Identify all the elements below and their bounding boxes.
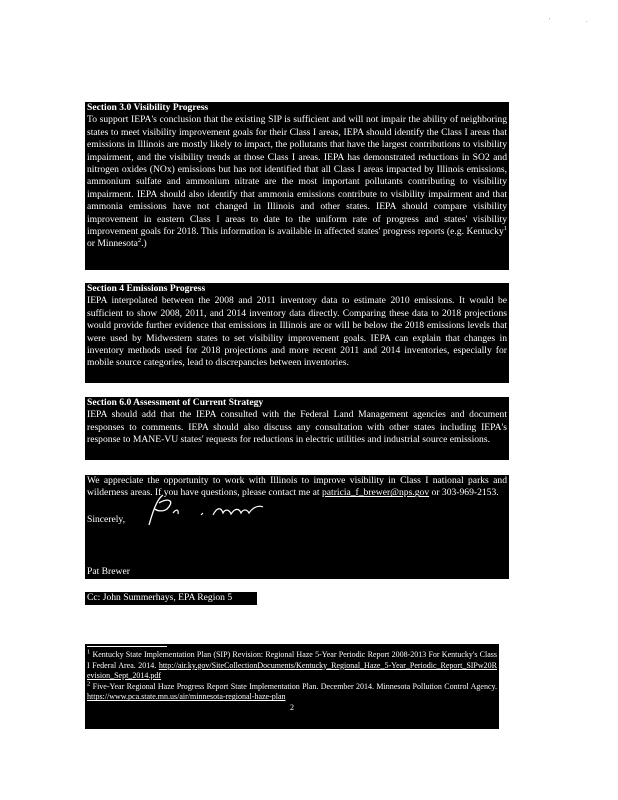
footnote-2-text: Five-Year Regional Haze Progress Report State Implementation Plan. December 2014. Minnesota Pollution Control Agency. xyxy=(90,681,497,691)
footnote-divider xyxy=(87,646,167,647)
section-3-body xyxy=(87,114,507,250)
section-4-heading: Section 4 Emissions Progress xyxy=(87,283,206,294)
section-6-block xyxy=(85,397,509,460)
footnote-1-link[interactable]: http://air.ky.gov/SiteCollectionDocuments/Kentucky_Regional_Haze_5-Year_Periodic_Report_SIPw20Revision_Sept_2014.pdf xyxy=(87,660,497,681)
section-4-body: IEPA interpolated between the 2008 and 2011 inventory data to estimate 2010 emissions. It would be sufficient to show 2008, 2011, and 2014 inventory data directly. Comparing these data to 2018 projections would provide further evidence that emissions in Illinois are or will be below the 2018 emissions levels that were used by Midwestern states to set visibility improvement goals. IEPA can explain that changes in inventory methods used for 2018 projections and more recent 2011 and 2014 inventories, especially for mobile source categories, lead to discrepancies between inventories. xyxy=(87,295,507,369)
corner-mark: ' xyxy=(549,18,551,24)
section-3-text-end: .) xyxy=(141,238,147,250)
footnote-1-number: 1 xyxy=(87,648,91,656)
email-link[interactable]: patricia_f_brewer@nps.gov xyxy=(321,487,430,499)
footnote-1 xyxy=(87,650,497,682)
section-6-heading: Section 6.0 Assessment of Current Strategy xyxy=(87,397,264,408)
closing-phone: or 303-969-2153. xyxy=(429,487,499,499)
section-3-text: To support IEPA's conclusion that the existing SIP is sufficient and will not impair the ability of neighboring states to meet visibility improvement goals for their Class I areas, IEPA should identify the Class I areas that emissions in Illinois are mostly likely to impact, the pollutants that have the largest contributions to visibility impairment, and the visibility trends at those Class I areas. IEPA has demonstrated reductions in SO2 and nitrogen oxides (NOx) emissions but has not identified that all Class I areas impacted by Illinois emissions, ammonium sulfate and ammonium nitrate are the most important pollutants contributing to visibility impairment. IEPA should also identify that ammonia emissions contribute to visibility impairment and that ammonia emissions have not changed in Illinois and other states. IEPA should compare visibility improvement in eastern Class I areas to date to the uniform rate of progress and states' visibility improvement goals for 2018. This information is available in affected states' progress reports (e.g. Kentucky xyxy=(87,114,507,238)
closing-text: We appreciate the opportunity to work with Illinois to improve visibility in Class I national parks and wilderness areas. If you have questions, please contact me at xyxy=(87,475,507,499)
footnote-2 xyxy=(87,682,497,703)
section-6-body: IEPA should add that the IEPA consulted with the Federal Land Management agencies and document responses to comments. IEPA should also discuss any consultation with other states including IEPA's response to MANE-VU states' requests for reductions in electric utilities and industrial source emissions. xyxy=(87,409,507,446)
sincerely-label: Sincerely, xyxy=(87,513,126,525)
handwritten-signature xyxy=(143,491,283,531)
footnote-1-text: Kentucky State Implementation Plan (SIP) Revision: Regional Haze 5-Year Periodic Report 2008-2013 For Kentucky's Class I Federal Area. 2014. xyxy=(87,650,497,670)
footnote-2-number: 2 xyxy=(87,680,91,688)
corner-mark: . xyxy=(586,18,588,24)
footnotes-block xyxy=(85,644,499,729)
section-3-block xyxy=(85,102,509,270)
footnote-ref-1[interactable]: 1 xyxy=(503,224,507,232)
signer-name: Pat Brewer xyxy=(87,566,130,577)
closing-block xyxy=(85,475,509,579)
cc-block xyxy=(85,592,257,605)
footnote-ref-2[interactable]: 2 xyxy=(137,237,142,245)
footnote-2-link[interactable]: https://www.pca.state.mn.us/air/minnesota-regional-haze-plan xyxy=(87,692,286,702)
page-number: 2 xyxy=(290,702,294,712)
section-4-block xyxy=(85,283,509,383)
cc-line: Cc: John Summerhays, EPA Region 5 xyxy=(87,592,233,603)
section-3-text-tail: or Minnesota xyxy=(87,238,138,250)
section-3-heading: Section 3.0 Visibility Progress xyxy=(87,102,209,113)
